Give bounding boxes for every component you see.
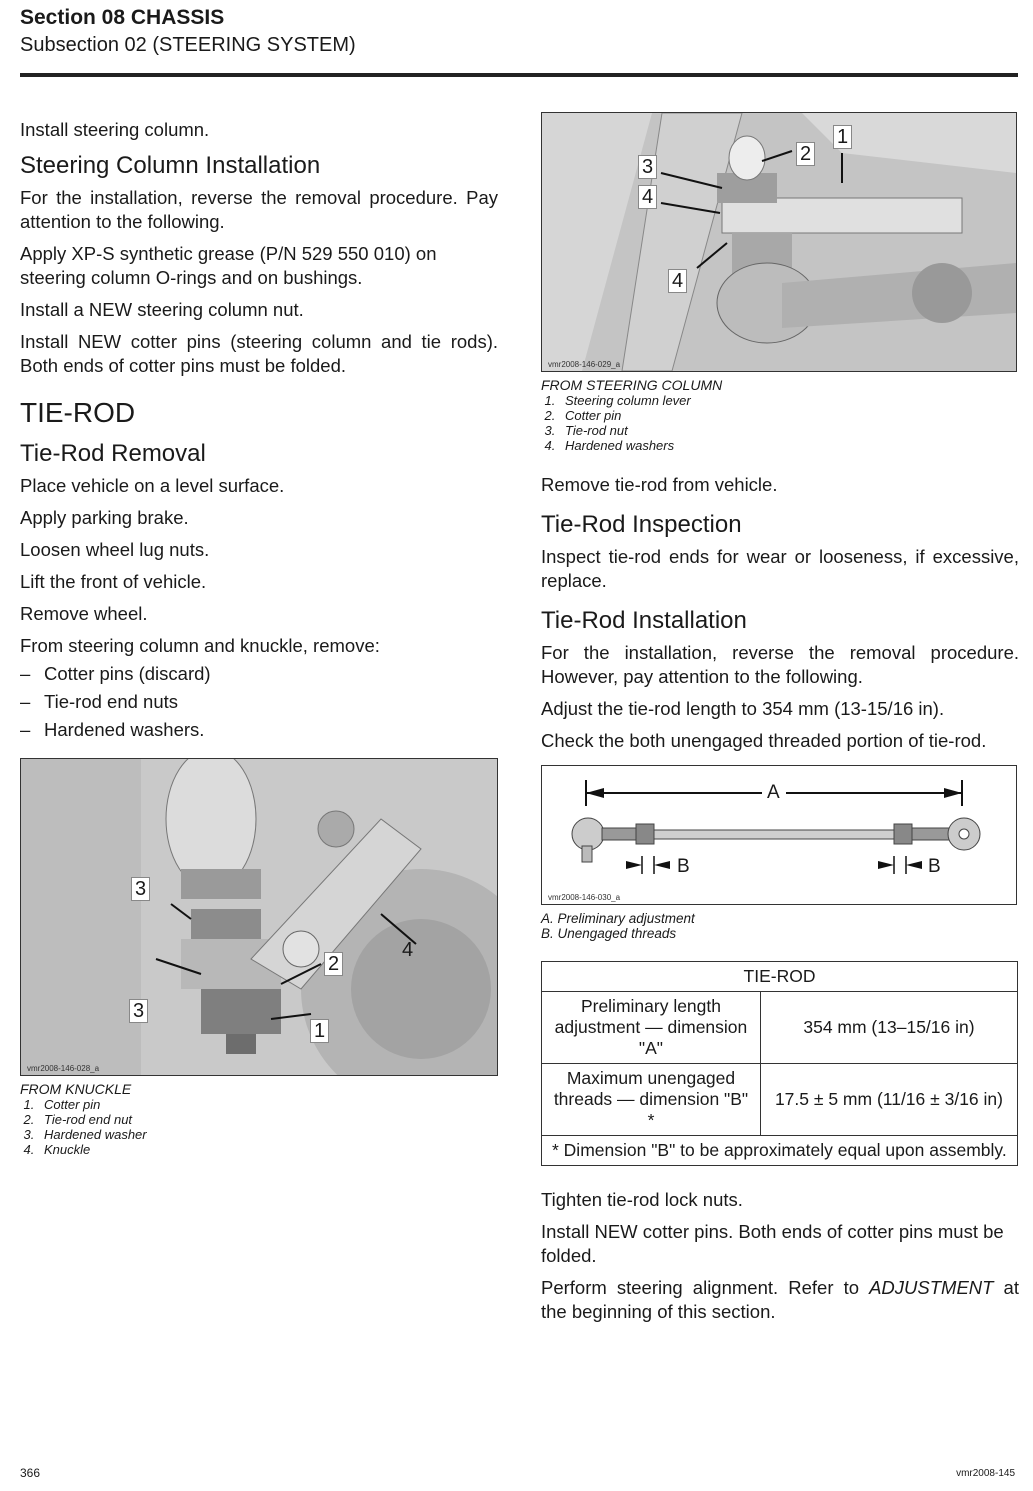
figure-code: vmr2008-146-028_a <box>27 1064 100 1073</box>
header-rule <box>20 73 1018 77</box>
tierod-diagram <box>541 765 1017 905</box>
caption-title: FROM STEERING COLUMN <box>541 377 723 393</box>
callout-3: 3 <box>638 155 657 179</box>
document-code: vmr2008-145 <box>956 1468 1015 1479</box>
caption-item: 2. Cotter pin <box>559 408 1019 423</box>
callout-3: 3 <box>131 877 150 901</box>
figure-from-knuckle <box>20 758 498 1076</box>
caption-item: 1. Cotter pin <box>38 1097 498 1112</box>
table-cell-value: 17.5 ± 5 mm (11/16 ± 3/16 in) <box>760 1064 1017 1136</box>
inspect-text: Inspect tie-rod ends for wear or looseness, if excessive, replace. <box>541 546 1019 591</box>
adjustment-reference: ADJUSTMENT <box>869 1277 994 1298</box>
step-4: Lift the front of vehicle. <box>20 571 207 592</box>
figure-caption-steering <box>541 378 1019 453</box>
step-2: Apply parking brake. <box>20 507 189 528</box>
install-column-text: Install steering column. <box>20 119 210 140</box>
callout-2: 2 <box>796 142 815 166</box>
tierod-spec-table <box>541 961 1018 1166</box>
heading-column-installation: Steering Column Installation <box>20 152 321 179</box>
cotter-text: Install NEW cotter pins (steering column and tie rods). Both ends of cotter pins must be folded. <box>20 331 498 376</box>
caption-item: B. Unengaged threads <box>541 926 677 941</box>
label-a: A <box>767 782 780 803</box>
table-cell-label: Maximum unengaged threads — dimension "B" * <box>542 1064 761 1136</box>
adjust-text: Adjust the tie-rod length to 354 mm (13-15/16 in). <box>541 698 945 719</box>
remove-list <box>20 660 498 744</box>
left-column <box>20 118 498 1157</box>
heading-removal: Tie-Rod Removal <box>20 440 206 467</box>
section-title: Section 08 CHASSIS <box>20 6 225 29</box>
caption-item: 4. Knuckle <box>38 1142 498 1157</box>
step-5: Remove wheel. <box>20 603 148 624</box>
heading-inspection: Tie-Rod Inspection <box>541 511 742 538</box>
callout-3b: 3 <box>129 999 148 1023</box>
tighten-text: Tighten tie-rod lock nuts. <box>541 1189 743 1210</box>
alignment-text: Perform steering alignment. Refer to ADJUSTMENT at the beginning of this section. <box>541 1277 1019 1322</box>
reverse-text: For the installation, reverse the removal procedure. Pay attention to the following. <box>20 187 498 232</box>
callout-4b: 4 <box>668 269 687 293</box>
caption-item: 4. Hardened washers <box>559 438 1019 453</box>
steering-column-photo <box>542 113 1016 371</box>
figure-from-steering-column <box>541 112 1017 372</box>
table-row <box>542 1064 1018 1136</box>
reverse-text-2: For the installation, reverse the removal procedure. However, pay attention to the following. <box>541 642 1019 687</box>
caption-title: FROM KNUCKLE <box>20 1081 132 1097</box>
subsection-title: Subsection 02 (STEERING SYSTEM) <box>20 34 356 56</box>
list-item: – Hardened washers. <box>20 719 205 740</box>
list-item: – Cotter pins (discard) <box>20 663 211 684</box>
caption-item: 2. Tie-rod end nut <box>38 1112 498 1127</box>
callout-2: 2 <box>324 952 343 976</box>
grease-text: Apply XP-S synthetic grease (P/N 529 550 010) on steering column O-rings and on bushings. <box>20 243 437 288</box>
caption-item: A. Preliminary adjustment <box>541 911 695 926</box>
table-note: * Dimension "B" to be approximately equal upon assembly. <box>542 1136 1018 1166</box>
cotter-text-2: Install NEW cotter pins. Both ends of cotter pins must be folded. <box>541 1221 1004 1266</box>
label-b: B <box>677 856 690 877</box>
callout-4: 4 <box>638 185 657 209</box>
list-item: – Tie-rod end nuts <box>20 691 179 712</box>
table-title: TIE-ROD <box>542 962 1018 992</box>
heading-installation: Tie-Rod Installation <box>541 607 747 634</box>
right-column <box>541 112 1019 1332</box>
caption-item: 3. Hardened washer <box>38 1127 498 1142</box>
step-1: Place vehicle on a level surface. <box>20 475 285 496</box>
step-3: Loosen wheel lug nuts. <box>20 539 210 560</box>
check-text: Check the both unengaged threaded portion of tie-rod. <box>541 730 987 751</box>
page-number: 366 <box>20 1466 41 1480</box>
figure-code: vmr2008-146-029_a <box>548 360 621 369</box>
table-cell-value: 354 mm (13–15/16 in) <box>760 992 1017 1064</box>
caption-item: 3. Tie-rod nut <box>559 423 1019 438</box>
caption-item: 1. Steering column lever <box>559 393 1019 408</box>
step-6: From steering column and knuckle, remove: <box>20 635 380 656</box>
diagram-caption <box>541 911 1019 941</box>
table-row <box>542 992 1018 1064</box>
nut-text: Install a NEW steering column nut. <box>20 299 304 320</box>
callout-1: 1 <box>310 1019 329 1043</box>
remove-tierod-text: Remove tie-rod from vehicle. <box>541 474 778 495</box>
table-cell-label: Preliminary length adjustment — dimension "A" <box>542 992 761 1064</box>
knuckle-photo <box>21 759 497 1075</box>
callout-1: 1 <box>833 125 852 149</box>
figure-code: vmr2008-146-030_a <box>548 893 621 902</box>
label-b-right: B <box>928 856 941 877</box>
figure-caption-knuckle <box>20 1082 498 1157</box>
heading-tierod: TIE-ROD <box>20 397 136 428</box>
callout-4: 4 <box>402 939 414 961</box>
